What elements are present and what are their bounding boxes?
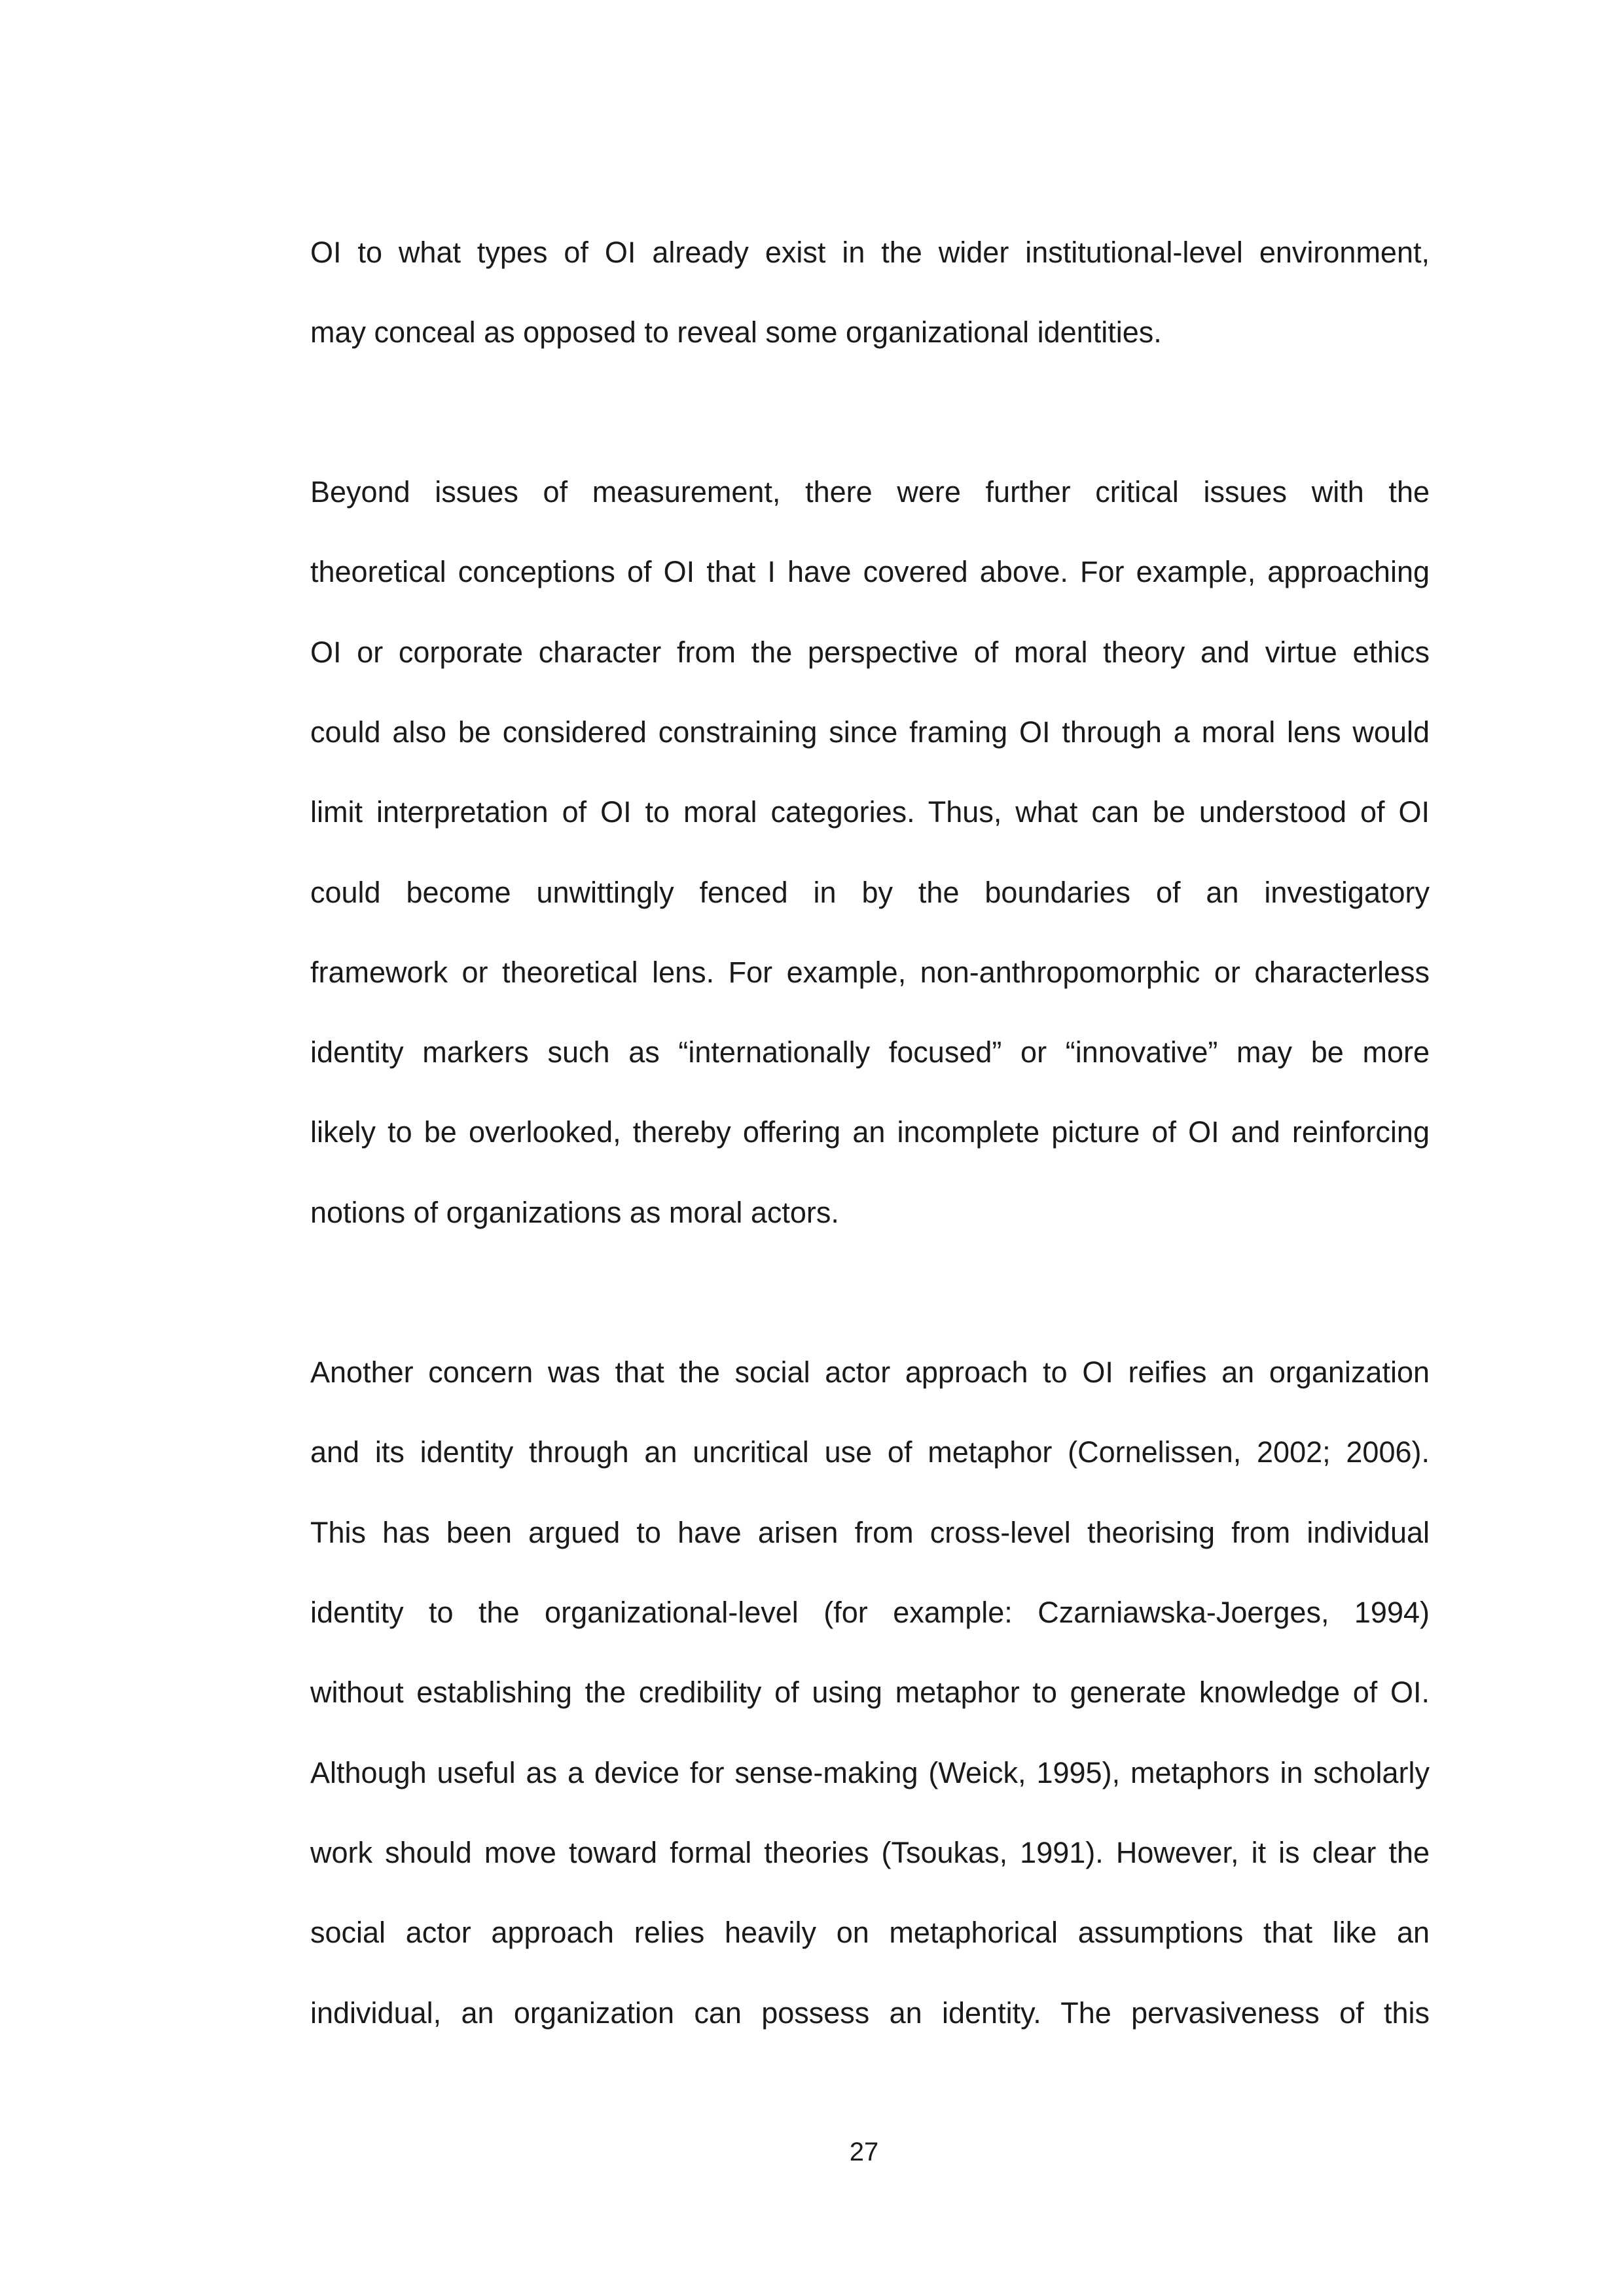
text-line: without establishing the credibility of using metaphor to generate knowledge of OI.	[310, 1676, 1430, 1709]
text-line: limit interpretation of OI to moral categories. Thus, what can be understood of OI	[310, 795, 1430, 829]
text-line: work should move toward formal theories (Tsoukas, 1991). However, it is clear the	[310, 1836, 1430, 1869]
text-line: Another concern was that the social actor approach to OI reifies an organization	[310, 1355, 1430, 1389]
text-line: OI to what types of OI already exist in the wider institutional-level environment,	[310, 236, 1430, 269]
text-line: Although useful as a device for sense-making (Weick, 1995), metaphors in scholarly	[310, 1756, 1430, 1789]
text-line: likely to be overlooked, thereby offering an incomplete picture of OI and reinforcing	[310, 1115, 1430, 1149]
text-line: social actor approach relies heavily on metaphorical assumptions that like an	[310, 1916, 1430, 1949]
text-line: framework or theoretical lens. For example, non-anthropomorphic or characterless	[310, 956, 1430, 989]
text-line: Beyond issues of measurement, there were further critical issues with the	[310, 475, 1430, 509]
text-line: OI or corporate character from the perspective of moral theory and virtue ethics	[310, 636, 1430, 669]
text-line: could become unwittingly fenced in by the boundaries of an investigatory	[310, 876, 1430, 909]
text-line: This has been argued to have arisen from cross-level theorising from individual	[310, 1516, 1430, 1549]
text-line: could also be considered constraining since framing OI through a moral lens would	[310, 715, 1430, 749]
text-line: notions of organizations as moral actors.	[310, 1196, 839, 1229]
page-number: 27	[849, 2138, 879, 2166]
text-line: identity to the organizational-level (for example: Czarniawska-Joerges, 1994)	[310, 1596, 1430, 1629]
text-line: theoretical conceptions of OI that I have covered above. For example, approaching	[310, 555, 1430, 588]
text-line: individual, an organization can possess an identity. The pervasiveness of this	[310, 1996, 1430, 2030]
text-line: identity markers such as “internationally focused” or “innovative” may be more	[310, 1035, 1430, 1069]
text-line: may conceal as opposed to reveal some organizational identities.	[310, 315, 1162, 349]
text-line: and its identity through an uncritical use of metaphor (Cornelissen, 2002; 2006).	[310, 1435, 1430, 1469]
